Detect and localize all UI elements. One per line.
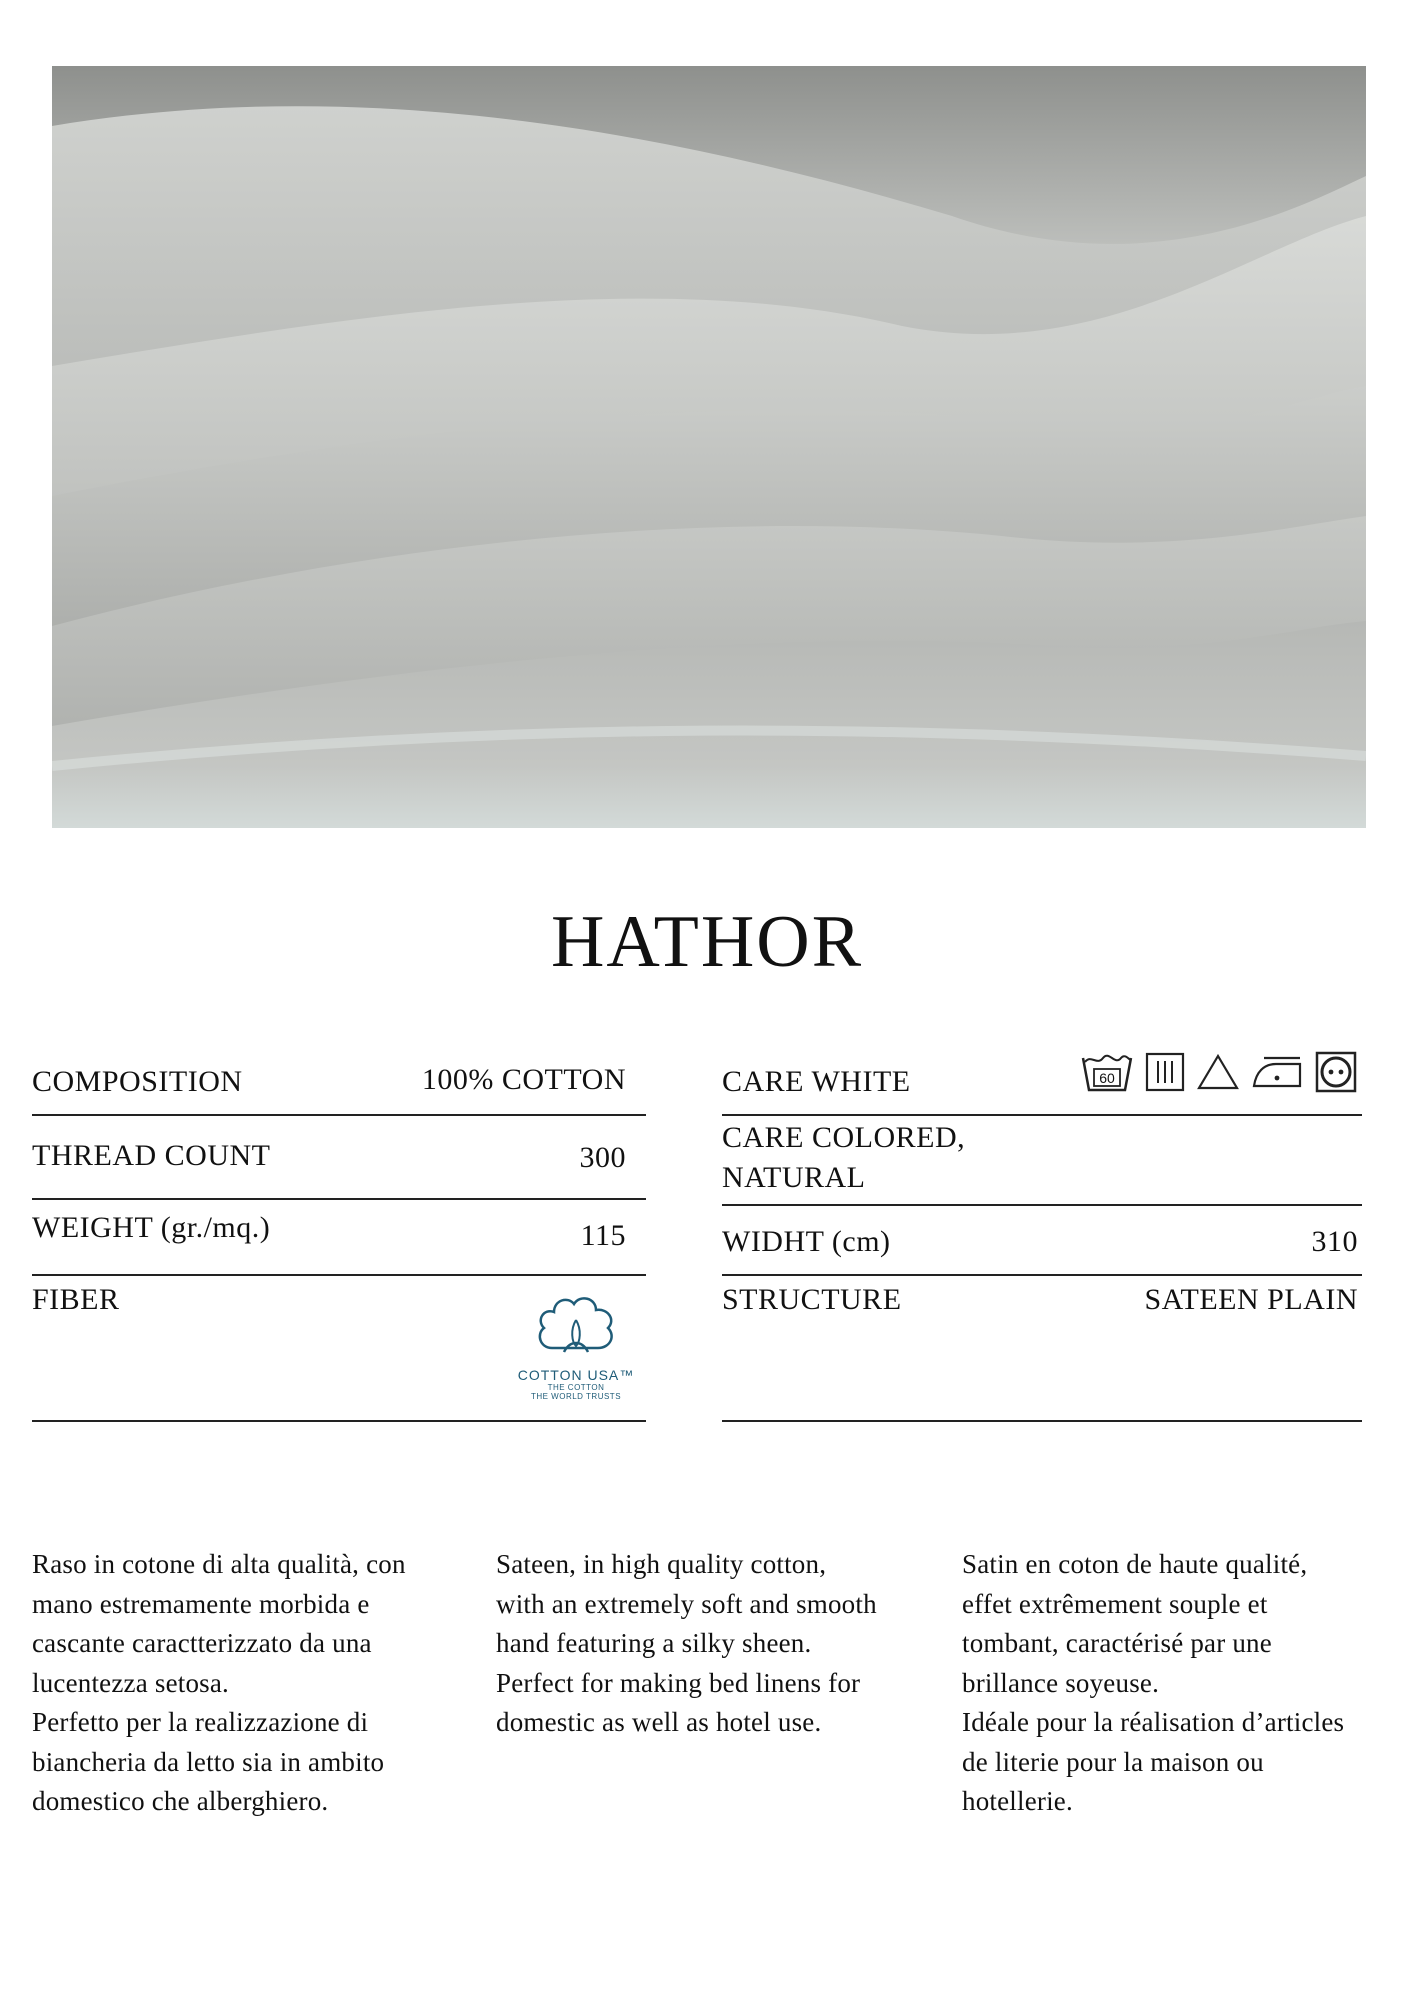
dry-clean-icon — [1314, 1050, 1358, 1094]
spec-label: CARE WHITE — [722, 1065, 911, 1098]
spec-label: CARE COLORED, NATURAL — [722, 1121, 966, 1194]
description-italian: Raso in cotone di alta qualità, con mano estremamente morbida e cascante caractterizzato da una lucentezza setosa. Perfetto per la realizzazione di biancheria da letto sia in ambito domestico che alberghiero. — [32, 1549, 406, 1816]
spec-value: 300 — [579, 1141, 626, 1174]
description-english: Sateen, in high quality cotton, with an extremely soft and smooth hand featuring a silky sheen. Perfect for making bed linens for domestic as well as hotel use. — [496, 1549, 877, 1737]
spec-label: WEIGHT (gr./mq.) — [32, 1211, 271, 1244]
spec-row-width — [722, 1206, 1362, 1276]
spec-row-care-white — [722, 1050, 1362, 1116]
fabric-photo — [52, 66, 1366, 828]
logo-tagline-1: THE COTTON — [547, 1383, 605, 1392]
spec-value: 310 — [1311, 1225, 1358, 1258]
spec-row-composition — [32, 1050, 646, 1116]
description-french: Satin en coton de haute qualité, effet extrêmement souple et tombant, caractérisé par une brillance soyeuse. Idéale pour la réalisation d’articles de literie pour la maison ou hotellerie. — [962, 1549, 1345, 1816]
spec-row-fiber — [32, 1276, 646, 1422]
cotton-usa-logo — [516, 1290, 636, 1401]
bleach-triangle-icon — [1196, 1052, 1240, 1092]
spec-row-thread-count — [32, 1116, 646, 1200]
spec-label: THREAD COUNT — [32, 1139, 271, 1172]
spec-row-care-colored — [722, 1116, 1362, 1206]
spec-label: FIBER — [32, 1283, 120, 1316]
tumble-dry-icon — [1144, 1051, 1186, 1093]
spec-row-weight — [32, 1200, 646, 1276]
product-title: HATHOR — [550, 901, 864, 983]
spec-value: SATEEN PLAIN — [1144, 1283, 1358, 1316]
iron-icon — [1250, 1052, 1304, 1092]
cotton-boll-icon — [534, 1290, 618, 1360]
svg-text:60: 60 — [1099, 1070, 1115, 1086]
spec-row-structure — [722, 1276, 1362, 1422]
spec-value: 100% COTTON — [421, 1063, 626, 1096]
fabric-drape-image — [52, 66, 1366, 828]
spec-label: WIDHT (cm) — [722, 1225, 891, 1258]
spec-value: 115 — [580, 1219, 626, 1252]
specs-right — [722, 1050, 1362, 1422]
wash-60-icon — [1080, 1050, 1134, 1094]
spec-label: COMPOSITION — [32, 1065, 243, 1098]
care-icons — [1080, 1050, 1358, 1094]
logo-tagline-2: THE WORLD TRUSTS — [530, 1392, 622, 1401]
specs-left — [32, 1050, 646, 1422]
spec-label: STRUCTURE — [722, 1283, 902, 1316]
logo-brand: COTTON USA™ — [517, 1367, 635, 1383]
